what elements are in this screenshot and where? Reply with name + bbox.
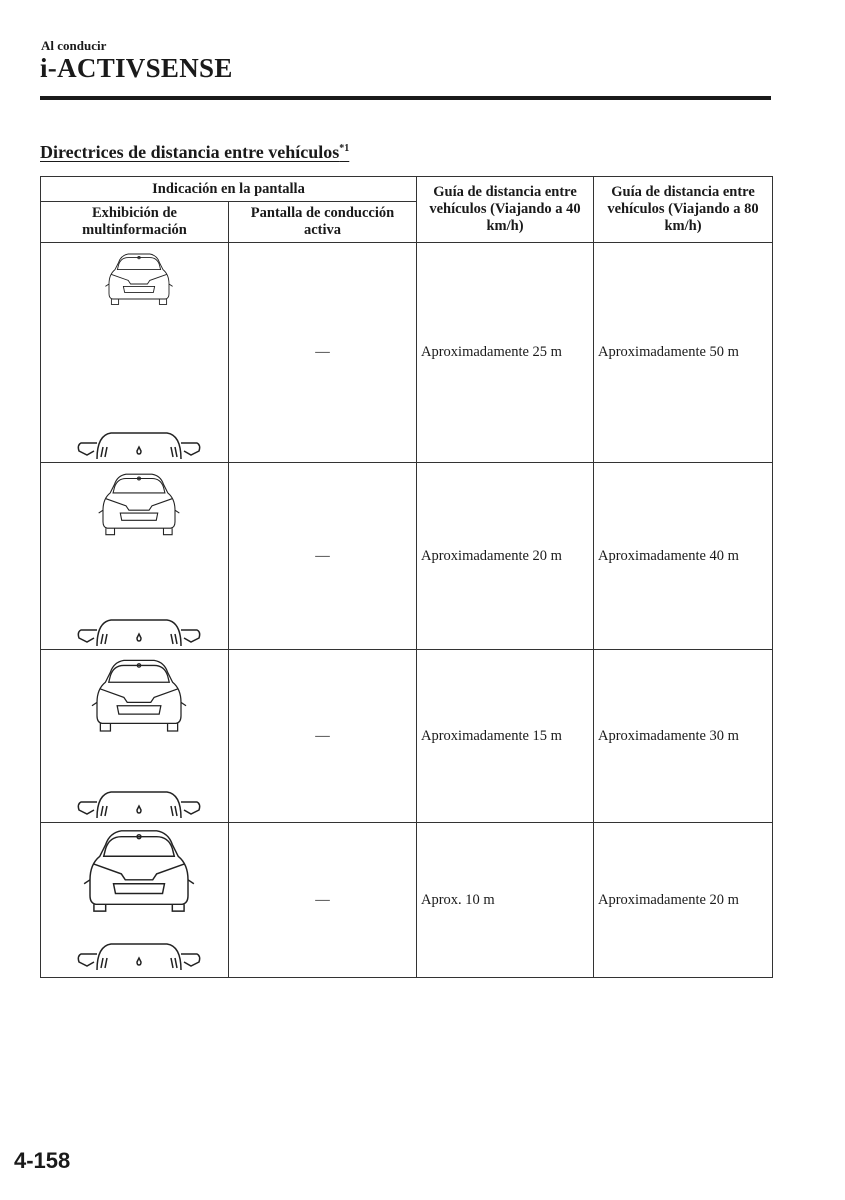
page-number: 4-158 xyxy=(14,1148,71,1173)
title-divider xyxy=(40,96,771,100)
section-heading-text: Directrices de distancia entre vehículos xyxy=(40,142,340,162)
column-header-active-display: Pantalla de conducción activa xyxy=(229,202,417,243)
column-header-multi-info: Exhibición de multinformación xyxy=(41,202,229,243)
multi-info-display-cell xyxy=(41,650,229,823)
active-display-cell: — xyxy=(229,243,417,463)
column-header-80kmh: Guía de distancia entre vehículos (Viajando a 80 km/h) xyxy=(594,177,773,243)
distance-80kmh-value: Aproximadamente 20 m xyxy=(594,823,773,978)
distance-40kmh-value: Aproximadamente 15 m xyxy=(417,650,594,823)
distance-40kmh-value: Aprox. 10 m xyxy=(417,823,594,978)
multi-info-display-cell xyxy=(41,463,229,650)
car-distance-near-icon xyxy=(45,650,233,822)
distance-80kmh-value: Aproximadamente 50 m xyxy=(594,243,773,463)
active-display-cell: — xyxy=(229,650,417,823)
distance-guide-table xyxy=(40,176,773,978)
section-label: Al conducir xyxy=(41,38,107,53)
car-distance-far-icon xyxy=(45,243,233,462)
car-distance-closest-icon xyxy=(45,823,233,977)
multi-info-display-cell xyxy=(41,243,229,463)
footnote-mark: *1 xyxy=(339,143,350,154)
column-header-40kmh: Guía de distancia entre vehículos (Viajando a 40 km/h) xyxy=(417,177,594,243)
table-row xyxy=(41,650,773,823)
multi-info-display-cell xyxy=(41,823,229,978)
active-display-cell: — xyxy=(229,823,417,978)
distance-80kmh-value: Aproximadamente 40 m xyxy=(594,463,773,650)
distance-40kmh-value: Aproximadamente 25 m xyxy=(417,243,594,463)
table-row xyxy=(41,243,773,463)
distance-80kmh-value: Aproximadamente 30 m xyxy=(594,650,773,823)
table-row xyxy=(41,463,773,650)
display-indication-header: Indicación en la pantalla xyxy=(41,177,417,202)
active-display-cell: — xyxy=(229,463,417,650)
chapter-title: i-ACTIVSENSE xyxy=(40,53,233,83)
car-distance-medium-icon xyxy=(45,463,233,649)
distance-40kmh-value: Aproximadamente 20 m xyxy=(417,463,594,650)
table-row xyxy=(41,823,773,978)
section-heading xyxy=(40,142,349,163)
